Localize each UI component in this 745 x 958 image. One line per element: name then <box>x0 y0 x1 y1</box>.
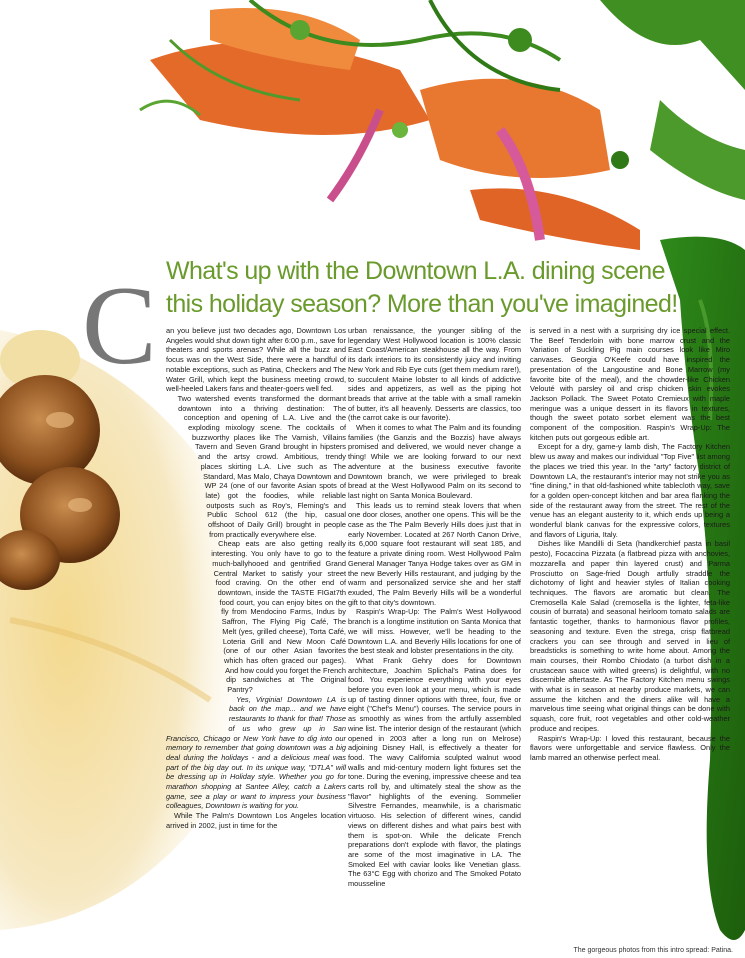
headline <box>166 255 736 321</box>
paragraph: Yes, Virginia! Downtown LA is back on the map... and we have restaurants to thank for that! Those of us who grew up in San Francisco, Chicago or New York have to dig into our memory to remember that going downtown was a big deal during the holidays - and a delicious meal was part of the big day out. In its unique way, "DTLA" will be dressing up in Holiday style. Whether you go for marathon shopping at Santee Alley, catch a Lakers game, see a play or want to impress your business colleagues, Downtown is waiting for you. <box>166 694 346 811</box>
paragraph: Raspin's Wrap-Up: I loved this restaurant, because the flavors were unforgettable and service flawless. Only the lamb marred an otherwise perfect meal. <box>530 733 730 762</box>
paragraph: Cheap eats are also getting really interesting. You only have to go to the much-ballyhooed and gentrified Grand Central Market to satisfy your street food craving. On the other end of downtown, inside the TASTE FIGat7th food court, you can enjoy bites on the fly from Mendocino Farms, Indus by Saffron, The Flying Pig Café, The Melt (yes, grilled cheese), Torta Café, Loteria Grill and New Moon Café (one of our other Asian favorites which has often graced our pages). And how could you forget the French dip sandwiches at The Original Pantry? <box>211 539 346 695</box>
paragraph: Raspin's Wrap-Up: The Palm's West Hollywood branch is a longtime institution on Santa Monica that we will miss. However, we'll be heading to the Downtown L.A. and Beverly Hills locations for one of the best steak and lobster presentations in the city. <box>348 607 521 656</box>
paragraph: Dishes like Mandilli di Seta (handkerchief pasta in basil pesto), Focaccina Pizzata (a flatbread pizza with anchovies, mozzarella and paper thin layered crust) and Parma Prosciutto on Sage-fried Dough artfully straddle the dichotomy of light and heavier styles of Italian cooking techniques. The flavors are aromatic but clean. The Cremosella Kale Salad (cremosella is the lighter, feta-like cousin of burrata) and seasonal heirloom tomato salads are fantastic together, thanks to harmonious flavor profiles, seasoning and texture. Even the strega, crisp flatbread crackers you can see through and served in lieu of breadsticks is something to write home about. Among the main courses, their Rombo Chiodato (a turbot dish in a crustacean sauce with wilted greens) is delightful, with no discernible aftertaste. As The Factory Kitchen menu swings with what is in season at nearby produce markets, we can assume the kitchen and the diners alike will have a marvelous time seeing what original things can be done with squash, core fruit, root vegetables and other cold-weather produce and recipes. <box>530 539 730 733</box>
photo-caption: The gorgeous photos from this intro spread: Patina. <box>573 947 733 954</box>
headline-line-1: What's up with the Downtown L.A. dining scene <box>166 257 665 285</box>
paragraph: is served in a nest with a surprising dry ice special effect. The Beef Tenderloin with bone marrow crust and the Variation of Suckling Pig main courses look like Miro canvases. Georgia O'Keefe could have inspired the presentation of the Langoustine and Bone Marrow (my favorite bite of the meal), and the chowder-like Chicken Velouté with parsley oil and crisp chicken skin evokes Jackson Pollack. The Sweet Potato Cremieux with maple meringue was a unique dessert in its flavors in textures, though the sweet potato sorbet element was the best component of the composition. Raspin's Wrap-Up: The kitchen puts out gorgeous edible art. <box>530 326 730 442</box>
paragraph: Two watershed events transformed the dormant downtown into a thriving destination: The conception and opening of L.A. Live and the exploding mixology scene. The cocktails of buzzworthy places like The Varnish, Villains Tavern and Seven Grand brought in hipsters and the artsy crowd. Ambitious, trendy places skirting L.A. Live such as The Standard, Mas Malo, Chaya Downtown and WP 24 (one of our favorite Asian spots of late) got the foodies, while reliable outposts such as Roy's, Fleming's and Public School 612 (the hip, casual offshoot of Daily Grill) brought in people from practically everywhere else. <box>177 393 346 539</box>
paragraph: This leads us to remind steak lovers that when one door closes, another one opens. This will be the case as the The Palm Beverly Hills does just that in early November. Located at 267 North Canon Drive, its 6,000 square foot restaurant will seat 185, and feature a private dining room. West Hollywood Palm General Manager Tanya Hodge takes over as GM in the new Beverly Hills restaurant, and judging by the warm and personalized service she and her staff exuded, The Palm Beverly Hills will be a wonderful gift to that city's downtown. <box>348 500 521 607</box>
paragraph: While The Palm's Downtown Los Angeles location arrived in 2002, just in time for the <box>166 811 346 830</box>
article-column-1 <box>166 326 346 892</box>
paragraph: When it comes to what The Palm and its founding families (the Ganzis and the Bozzis) have always promised and delivered, we would never change a thing! While we are looking forward to our next adventure at the business executive favorite Downtown branch, we were privileged to break bread at the West Hollywood Palm on its second to last night on Santa Monica Boulevard. <box>348 423 521 500</box>
paragraph: What Frank Gehry does for Downtown architecture, Joachim Splichal's Patina does for food. You experience everything with your eyes before you even look at your menu, which is made up of tasting dinner options with three, four, five or eight ("Chef's Menu") courses. The service pours in as smoothly as wines from the artfully assembled wine list. The interior design of the restaurant (which opened in 2003 after a long run on Melrose) adjoining Disney Hall, is effectively a theater for food. The wavy California sculpted walnut wood walls and mid-century modern light fixtures set the tone. During the evening, impressive cheese and tea carts roll by, and ultimately steal the show as the "flavor" highlights of the evening. Sommelier Silvestre Fernandes, meanwhile, is a charismatic virtuoso. His selection of different wines, candid views on different dishes and what pairs best with them is spot-on. While the delicate French preparations don't explode with flavor, the platings are some of the most imaginative in LA. The Smoked Eel with caviar looks like Venetian glass. The 63°C Egg with chorizo and The Smoked Potato mousseline <box>348 655 521 889</box>
drop-cap: C <box>82 264 157 388</box>
paragraph: urban renaissance, the younger sibling of the legendary West Hollywood location is 100% classic East Coast/American steakhouse all the way. From its dark interiors to its consistently juicy and inviting New York and Rib Eye cuts (get them medium rare!), to succulent Maine lobster to all kinds of addictive sides and appetizers, as well as the piping hot breads that arrive at the table with a small ramekin of butter, it's all heavenly. Desserts are classics, too (the carrot cake is our favorite). <box>348 326 521 423</box>
paragraph: Except for a dry, game-y lamb dish, The Factory Kitchen blew us away and makes our individual "Top Five" list among the places we tried this year. In the "arty" factory district of Downtown LA, the restaurant's interior may not strike you as "fine dining," in that old-fashioned white tablecloth way, save for a golden open-concept kitchen and bar area flanking the side of the restaurant away from the street. The rest of the venue has an elegant austerity to it, which ends up being a wonderful blank canvas for the expressive colors, textures and flavors of Liguria, Italy. <box>530 442 730 539</box>
article-column-2 <box>348 326 521 889</box>
article-column-3 <box>530 326 730 763</box>
headline-line-2: this holiday season? More than you've imagined! <box>166 290 678 318</box>
salad-garnish <box>140 0 745 250</box>
paragraph: an you believe just two decades ago, Downtown Los Angeles would shut down tight after 6:00 p.m., save for theaters and sports arenas? While all the buzz and focus was on the West Side, there were a handful of notable exceptions, such as Patina, Checkers and The Water Grill, which kept the business meeting crowd, well-heeled Lakers fans and theater-goers well fed. <box>166 326 346 394</box>
